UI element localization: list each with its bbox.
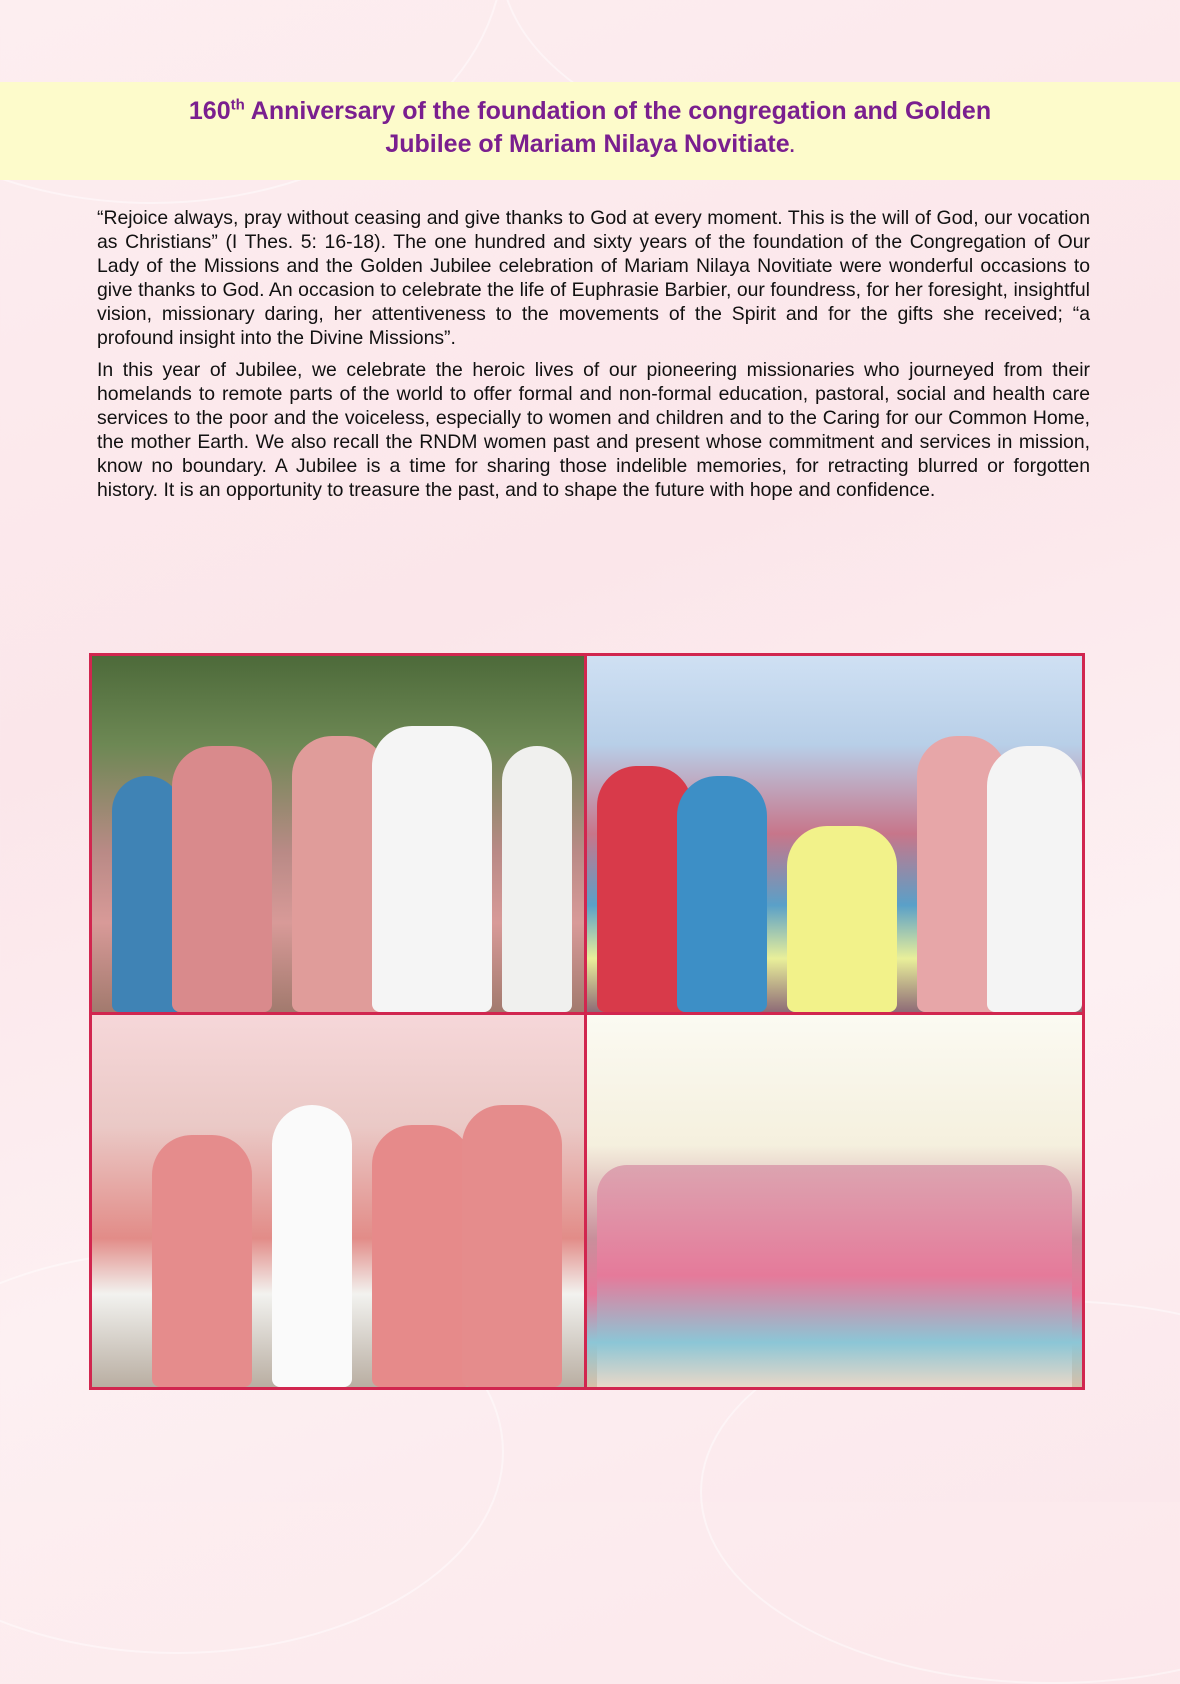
title-text-line2: Jubilee of Mariam Nilaya Novitiate	[385, 130, 790, 158]
photo-group-portrait	[587, 1015, 1082, 1387]
paragraph-2: In this year of Jubilee, we celebrate the heroic lives of our pioneering missionaries who journeyed from their homelands to remote parts of the world to offer formal and non-formal education, pastoral, social and health care services to the poor and the voiceless, especially to women and children and to the Caring for our Common Home, the mother Earth. We also recall the RNDM women past and present whose commitment and services in mission, know no boundary. A Jubilee is a time for sharing those indelible memories, for retracting blurred or forgotten history. It is an opportunity to treasure the past, and to shape the future with hope and confidence.	[97, 359, 1090, 501]
article-body	[97, 206, 1090, 510]
paragraph-1: “Rejoice always, pray without ceasing and give thanks to God at every moment. This is the will of God, our vocation as Christians” (I Thes. 5: 16-18). The one hundred and sixty years of the foundation of the Congregation of Our Lady of the Missions and the Golden Jubilee celebration of Mariam Nilaya Novitiate were wonderful occasions to give thanks to God. An occasion to celebrate the life of Euphrasie Barbier, our foundress, for her foresight, insightful vision, missionary daring, her attentiveness to the movements of the Spirit and for the gifts she received; “a profound insight into the Divine Missions”.	[97, 207, 1090, 349]
title-number: 160	[188, 97, 231, 125]
title-period: .	[789, 136, 795, 156]
photo-collage	[89, 653, 1085, 1390]
photo-candle-procession	[92, 1015, 584, 1387]
page-title	[60, 95, 1120, 163]
photo-procession-outdoor	[92, 656, 584, 1012]
title-text-line1: Anniversary of the foundation of the congregation and Golden	[244, 97, 992, 125]
photo-cake-cutting	[587, 656, 1082, 1012]
title-superscript: th	[230, 96, 245, 114]
